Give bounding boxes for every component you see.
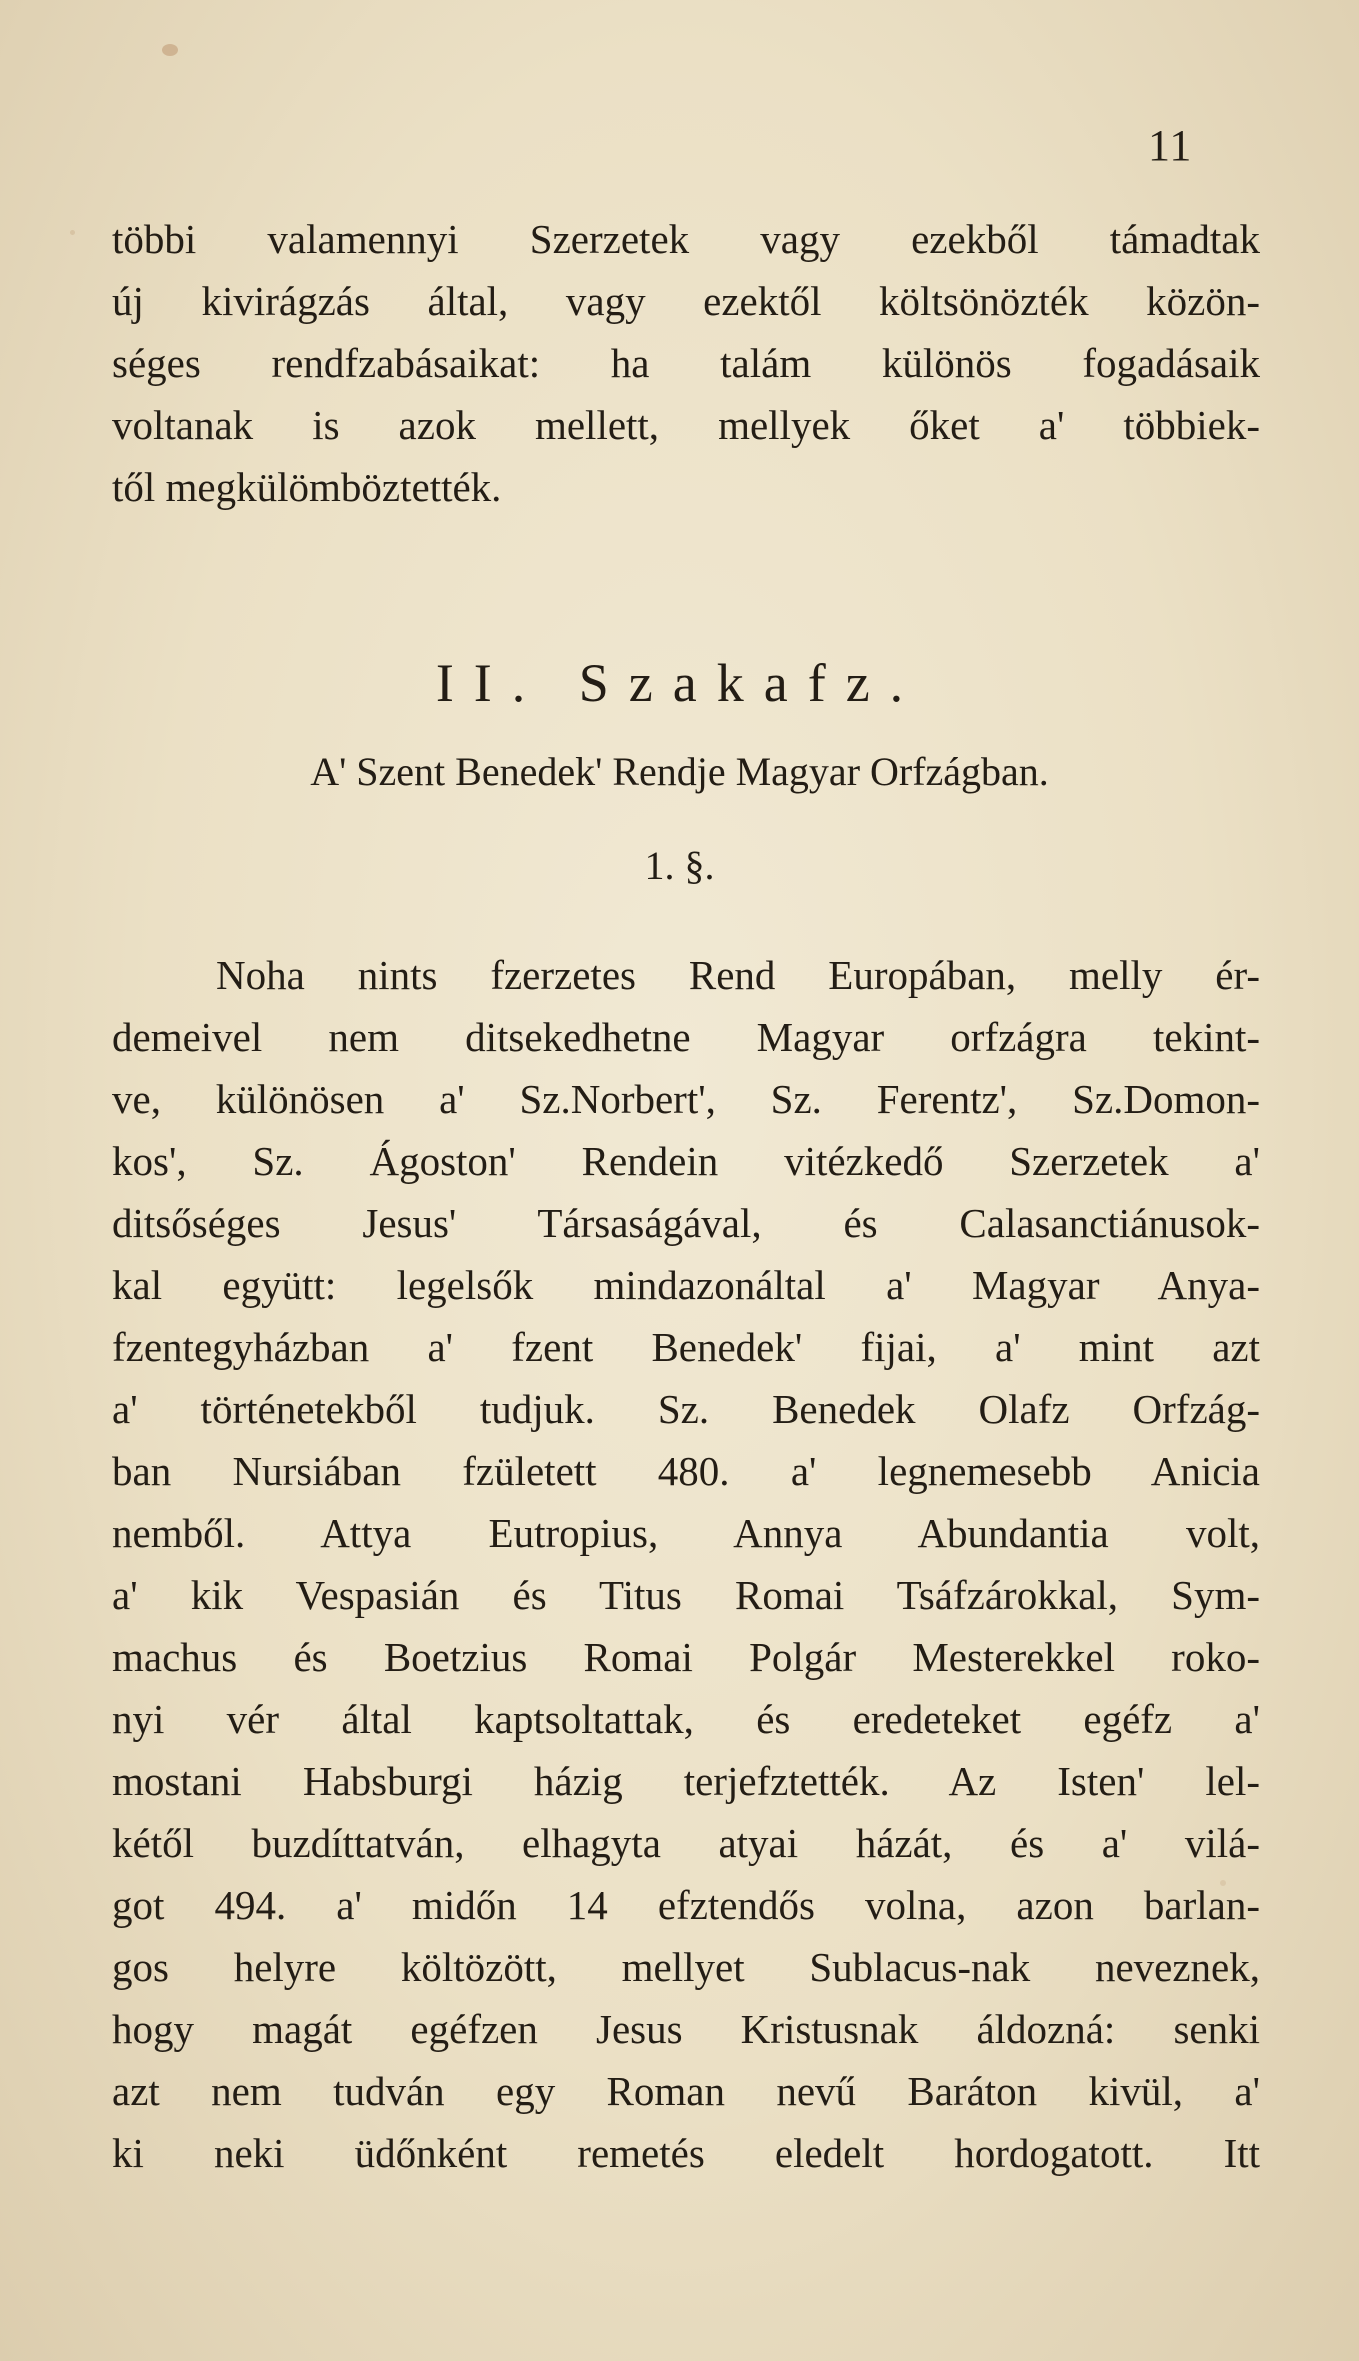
- text-line: demeivel nem ditsekedhetne Magyar orfzágra tekint-: [112, 1014, 1260, 1060]
- text-line: ditsőséges Jesus' Társaságával, és Calasanctiánusok-: [112, 1200, 1260, 1246]
- text-line: got 494. a' midőn 14 efztendős volna, azon barlan-: [112, 1882, 1260, 1928]
- text-line: gos helyre költözött, mellyet Sublacus-nak neveznek,: [112, 1944, 1260, 1990]
- paragraph-number: 1. §.: [644, 843, 715, 888]
- page-number: 11: [1148, 121, 1193, 170]
- section-heading: II. Szakafz.: [435, 653, 924, 713]
- foxing-spot: [70, 230, 75, 235]
- section-subtitle: A' Szent Benedek' Rendje Magyar Orfzágban.: [310, 749, 1049, 794]
- text-line: machus és Boetzius Romai Polgár Mesterekkel roko-: [112, 1634, 1260, 1680]
- text-line: fzentegyházban a' fzent Benedek' fijai, a' mint azt: [112, 1324, 1260, 1370]
- text-line: a' kik Vespasián és Titus Romai Tsáfzárokkal, Sym-: [112, 1572, 1260, 1618]
- text-line: voltanak is azok mellett, mellyek őket a' többiek-: [112, 402, 1260, 448]
- text-line: hogy magát egéfzen Jesus Kristusnak áldozná: senki: [112, 2006, 1260, 2052]
- text-line: nyi vér által kaptsoltattak, és eredeteket egéfz a': [112, 1696, 1260, 1742]
- text-line: től megkülömböztették.: [112, 464, 502, 510]
- foxing-stain: [162, 44, 178, 56]
- text-line: kos', Sz. Ágoston' Rendein vitézkedő Szerzetek a': [112, 1138, 1260, 1184]
- text-line: a' történetekből tudjuk. Sz. Benedek Olafz Orfzág-: [112, 1386, 1260, 1432]
- text-line: Noha nints fzerzetes Rend Europában, melly ér-: [216, 952, 1260, 998]
- text-line: azt nem tudván egy Roman nevű Baráton kivül, a': [112, 2068, 1260, 2114]
- text-line: többi valamennyi Szerzetek vagy ezekből támadtak: [112, 216, 1260, 262]
- intro-paragraph: [112, 208, 1260, 518]
- text-line: ki neki üdőnként remetés eledelt hordogatott. Itt: [112, 2130, 1260, 2176]
- text-line: új kivirágzás által, vagy ezektől költsönözték közön-: [112, 278, 1260, 324]
- text-line: ban Nursiában fzületett 480. a' legnemesebb Anicia: [112, 1448, 1260, 1494]
- text-line: kal együtt: legelsők mindazonáltal a' Magyar Anya-: [112, 1262, 1260, 1308]
- text-line: séges rendfzabásaikat: ha talám különös fogadásaik: [112, 340, 1260, 386]
- text-line: nemből. Attya Eutropius, Annya Abundantia volt,: [112, 1510, 1260, 1556]
- body-paragraph: [112, 944, 1260, 2184]
- text-line: ve, különösen a' Sz.Norbert', Sz. Ferentz', Sz.Domon-: [112, 1076, 1260, 1122]
- text-line: mostani Habsburgi házig terjefztették. Az Isten' lel-: [112, 1758, 1260, 1804]
- text-line: kétől buzdíttatván, elhagyta atyai házát, és a' vilá-: [112, 1820, 1260, 1866]
